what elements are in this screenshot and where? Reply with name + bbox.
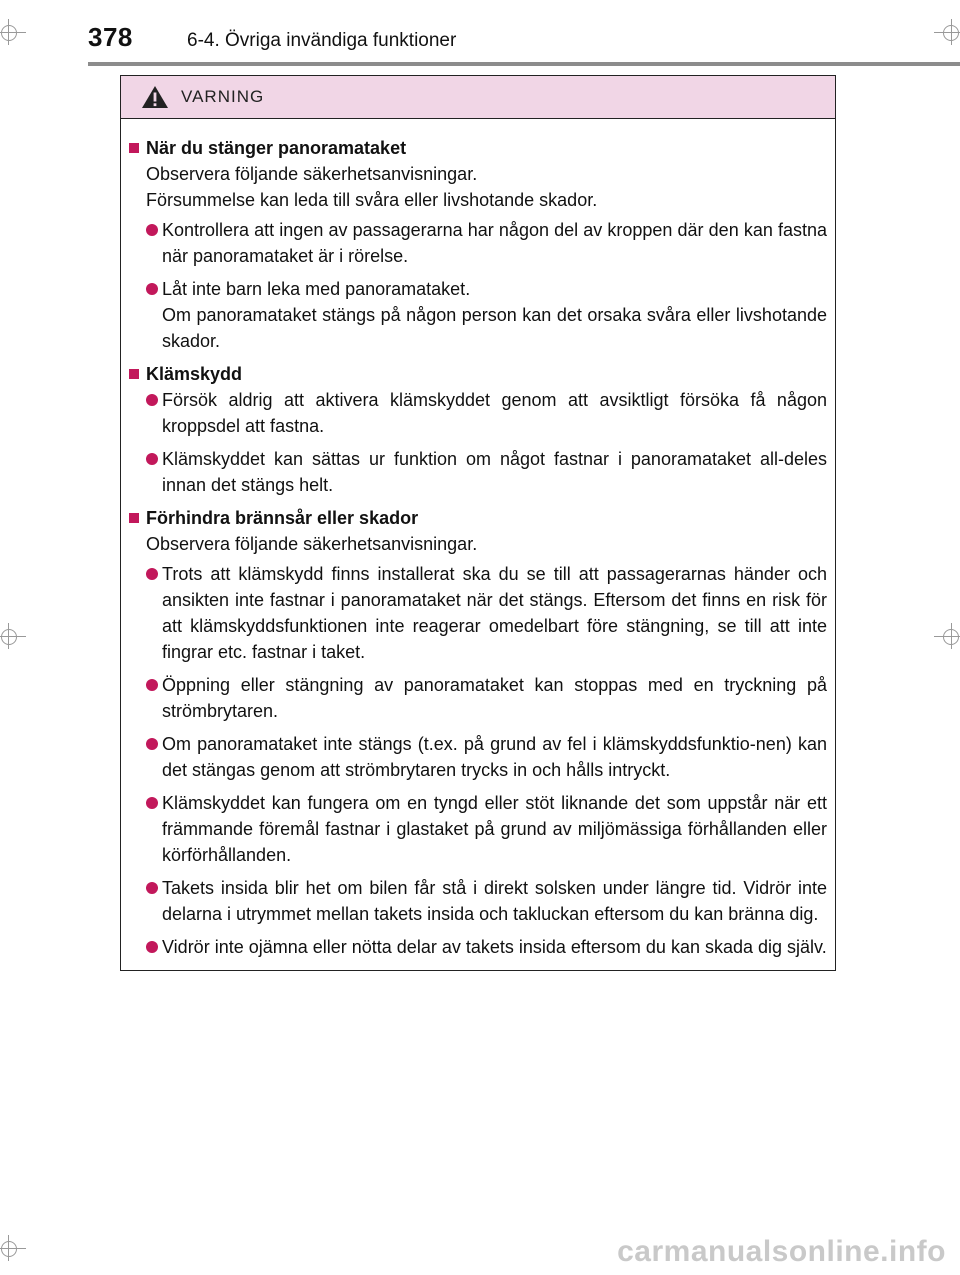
section-heading: [129, 505, 827, 531]
list-item-text: Vidrör inte ojämna eller nötta delar av takets insida eftersom du kan skada dig själv.: [162, 937, 827, 957]
list-item-text: Takets insida blir het om bilen får stå i direkt solsken under längre tid. Vidrör inte delarna i utrymmet mellan takets insida och takluckan eftersom du kan bränna dig.: [162, 878, 827, 924]
paragraph: [129, 161, 827, 213]
warning-label: VARNING: [181, 87, 265, 106]
section-heading: [129, 135, 827, 161]
circle-bullet-icon: [146, 394, 158, 406]
square-bullet-icon: [129, 369, 139, 379]
square-bullet-icon: [129, 143, 139, 153]
list-item: [129, 561, 827, 665]
paragraph-line: Observera följande säkerhetsanvisningar.: [146, 534, 478, 554]
page-header: [88, 22, 960, 66]
warning-header: [121, 76, 835, 119]
paragraph-line: Observera följande säkerhetsanvisningar.: [146, 164, 478, 184]
list-item-text: Klämskyddet kan fungera om en tyngd eller stöt liknande det som uppstår när ett främmande föremål fastnar i glastaket på grund av miljömässiga förhållanden eller körförhållanden.: [162, 793, 827, 865]
list-item-text: Trots att klämskydd finns installerat ska du se till att passagerarnas händer och ansikten inte fastnar i panoramataket när det stängs. Eftersom det finns en risk för att klämskyddsfunktionen inte reagerar omedelbart före stängning, se till att inte fingrar etc. fastnar i taket.: [162, 564, 827, 662]
list-item: [129, 934, 827, 960]
list-item-text: Öppning eller stängning av panoramataket kan stoppas med en tryckning på strömbrytaren.: [162, 675, 827, 721]
square-bullet-icon: [129, 513, 139, 523]
warning-box: [120, 75, 836, 971]
section-heading-text: Klämskydd: [146, 364, 243, 384]
list-item: [129, 790, 827, 868]
circle-bullet-icon: [146, 283, 158, 295]
paragraph: [129, 531, 827, 557]
crop-mark: [943, 629, 959, 645]
page-number: 378: [88, 22, 133, 52]
circle-bullet-icon: [146, 568, 158, 580]
circle-bullet-icon: [146, 224, 158, 236]
header-rule: [88, 62, 960, 66]
section-heading: [129, 361, 827, 387]
list-item-text: Om panoramataket stängs på någon person kan det orsaka svåra eller livshotande skador.: [162, 305, 827, 351]
crop-mark: [1, 25, 17, 41]
list-item: [129, 276, 827, 354]
circle-bullet-icon: [146, 797, 158, 809]
list-item: [129, 446, 827, 498]
crop-mark: [1, 629, 17, 645]
circle-bullet-icon: [146, 941, 158, 953]
list-item-text: Kontrollera att ingen av passagerarna har någon del av kroppen där den kan fastna när panoramataket är i rörelse.: [162, 220, 827, 266]
warning-triangle-icon: [141, 85, 169, 109]
section-heading-text: När du stänger panoramataket: [146, 138, 407, 158]
paragraph-line: Försummelse kan leda till svåra eller livshotande skador.: [146, 190, 598, 210]
list-item-text: Om panoramataket inte stängs (t.ex. på grund av fel i klämskyddsfunktio-nen) kan det stängas genom att strömbrytaren trycks in och hålls intryckt.: [162, 734, 827, 780]
list-item-text: Klämskyddet kan sättas ur funktion om något fastnar i panoramataket all-deles innan det stängs helt.: [162, 449, 827, 495]
crop-mark: [1, 1241, 17, 1257]
list-item: [129, 387, 827, 439]
circle-bullet-icon: [146, 882, 158, 894]
list-item: [129, 217, 827, 269]
section-heading-text: Förhindra brännsår eller skador: [146, 508, 419, 528]
circle-bullet-icon: [146, 679, 158, 691]
circle-bullet-icon: [146, 453, 158, 465]
warning-body: [121, 119, 835, 960]
list-item-text: Försök aldrig att aktivera klämskyddet genom att avsiktligt försöka få någon kroppsdel att fastna.: [162, 390, 827, 436]
watermark: carmanualsonline.info: [617, 1235, 946, 1268]
list-item: [129, 672, 827, 724]
list-item: [129, 875, 827, 927]
circle-bullet-icon: [146, 738, 158, 750]
list-item: [129, 731, 827, 783]
section-title: 6-4. Övriga invändiga funktioner: [187, 30, 457, 51]
list-item-text: Låt inte barn leka med panoramataket.: [162, 279, 471, 299]
